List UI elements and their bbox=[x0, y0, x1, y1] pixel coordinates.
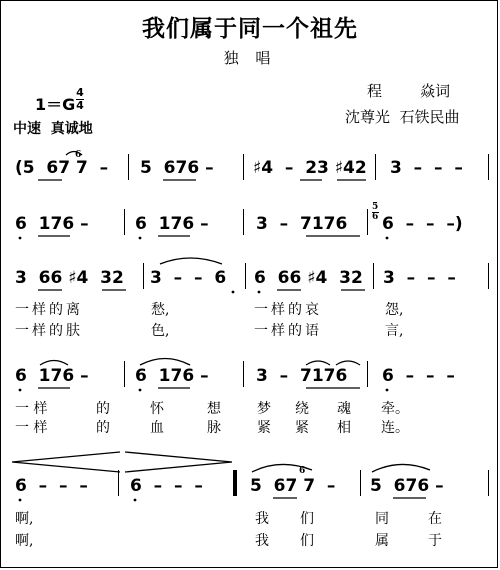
row3-measure4: 3 – – – bbox=[383, 268, 456, 288]
row3-measure2: 3 – – 6 bbox=[150, 268, 227, 288]
lyric-line: 于 bbox=[428, 533, 442, 549]
row1-grace-note: 6 bbox=[75, 150, 82, 160]
row4-measure2: 6 176 – bbox=[135, 366, 209, 386]
lyric-line: 一样的离 bbox=[15, 302, 83, 318]
lyric-line: 梦 bbox=[257, 401, 271, 417]
composer-credit: 沈尊光 石铁民曲 bbox=[345, 108, 460, 126]
lyric-line: 牵。 bbox=[381, 401, 409, 417]
row5-measure4: 5 676 – bbox=[370, 476, 444, 496]
lyric-line: 怀 bbox=[150, 401, 164, 417]
decrescendo-hairpin bbox=[125, 452, 232, 472]
slur bbox=[372, 464, 430, 472]
lyric-line: 脉 bbox=[207, 420, 221, 436]
lyric-line: 们 bbox=[300, 533, 314, 549]
slur bbox=[66, 152, 82, 156]
lyric-line: 想 bbox=[207, 401, 221, 417]
time-sig-top: 4 bbox=[76, 86, 84, 99]
slur bbox=[252, 464, 312, 472]
lyric-line: 绕 bbox=[295, 401, 309, 417]
lyric-line: 连。 bbox=[381, 420, 409, 436]
row2-measure3: 3 – 7176 bbox=[256, 214, 348, 234]
lyric-line: 一 样 bbox=[15, 401, 48, 417]
lyric-line: 啊, bbox=[15, 511, 34, 527]
row4-measure4: 6 – – – bbox=[382, 366, 455, 386]
lyric-line: 我 bbox=[255, 533, 269, 549]
row5-measure2: 6 – – – bbox=[130, 476, 203, 496]
slur bbox=[140, 359, 190, 366]
lyric-line: 在 bbox=[428, 511, 442, 527]
row4-measure3: 3 – 7176 bbox=[256, 366, 348, 386]
lyric-line: 魂 bbox=[337, 401, 351, 417]
lyric-line: 愁, bbox=[151, 302, 170, 318]
lyric-line: 言, bbox=[385, 323, 404, 339]
low-octave-dot bbox=[19, 237, 22, 240]
lyric-line: 们 bbox=[300, 511, 314, 527]
lyric-line: 啊, bbox=[15, 533, 34, 549]
row5-measure1: 6 – – – bbox=[15, 476, 88, 496]
row1-measure3: ♯4 – 23 ♯42 bbox=[253, 158, 367, 178]
lyric-line: 属 bbox=[375, 533, 389, 549]
row5-measure3: 5 67 7 – bbox=[250, 476, 336, 496]
crescendo-hairpin bbox=[12, 452, 120, 472]
lyric-line: 相 bbox=[337, 420, 351, 436]
row2-measure2: 6 176 – bbox=[135, 214, 209, 234]
lyric-line: 的 bbox=[96, 401, 110, 417]
lyric-line: 我 bbox=[255, 511, 269, 527]
lyric-line: 一样的肤 bbox=[15, 323, 83, 339]
low-octave-dot bbox=[134, 499, 137, 502]
grace-bottom: 6 bbox=[372, 212, 379, 222]
slur bbox=[336, 361, 360, 365]
lyric-line: 紧 bbox=[295, 420, 309, 436]
lyric-line: 一 样 bbox=[15, 420, 48, 436]
time-sig-bottom: 4 bbox=[76, 99, 84, 112]
row3-measure3: 6 66 ♯4 32 bbox=[254, 268, 363, 288]
lyric-line: 色, bbox=[151, 323, 170, 339]
slur bbox=[40, 361, 68, 366]
lyricist-credit: 程 焱词 bbox=[367, 82, 451, 100]
low-octave-dot bbox=[232, 291, 235, 294]
song-title: 我们属于同一个祖先 bbox=[142, 16, 358, 42]
low-octave-dot bbox=[386, 237, 389, 240]
low-octave-dot bbox=[139, 237, 142, 240]
lyric-line: 的 bbox=[96, 420, 110, 436]
lyric-line: 一样的语 bbox=[254, 323, 322, 339]
slur bbox=[306, 361, 330, 365]
tie bbox=[160, 258, 222, 264]
key-signature: 1＝G bbox=[35, 95, 76, 114]
tempo-marking: 中速 真诚地 bbox=[13, 121, 93, 137]
row1-measure4: 3 – – – bbox=[390, 158, 463, 178]
low-octave-dot bbox=[386, 389, 389, 392]
row3-measure1: 3 66 ♯4 32 bbox=[15, 268, 124, 288]
lyric-line: 血 bbox=[150, 420, 164, 436]
row2-measure1: 6 176 – bbox=[15, 214, 89, 234]
lyric-line: 怨, bbox=[385, 302, 404, 318]
row5-grace-note: 6 bbox=[299, 466, 306, 476]
row1-measure1: (5 67 7 – bbox=[15, 158, 109, 178]
low-octave-dot bbox=[19, 389, 22, 392]
row1-measure2: 5 676 – bbox=[140, 158, 214, 178]
grace-top: 5 bbox=[372, 202, 379, 212]
lyric-line: 紧 bbox=[257, 420, 271, 436]
low-octave-dot bbox=[258, 291, 261, 294]
lyric-line: 一样的哀 bbox=[254, 302, 322, 318]
low-octave-dot bbox=[139, 389, 142, 392]
low-octave-dot bbox=[19, 499, 22, 502]
row4-measure1: 6 176 – bbox=[15, 366, 89, 386]
performance-type: 独 唱 bbox=[223, 49, 277, 67]
row2-measure4: 6 – – –) bbox=[382, 214, 463, 234]
lyric-line: 同 bbox=[375, 511, 389, 527]
